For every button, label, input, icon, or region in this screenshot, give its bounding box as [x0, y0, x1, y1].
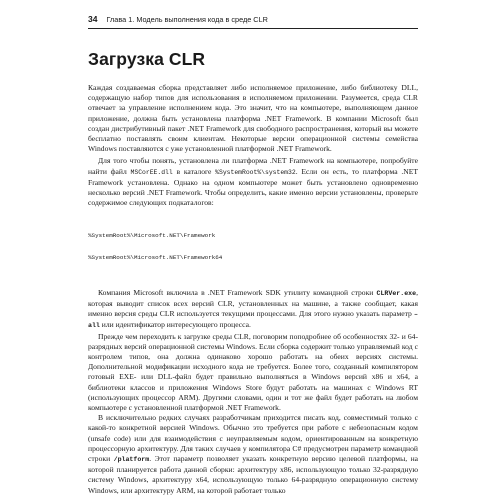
inline-code: –all	[88, 311, 418, 330]
paragraph-5-text-2: . Этот параметр позволяет указать конкретную версию целевой платформы, на которой планируется работа данной сборки: архитектуру x86, использующую только 32-разрядную систему Windows, архитектуру x64, использующую только 64-разрядную операционную систему Windows, или архитектуру ARM, на которой работает только	[88, 453, 419, 495]
section-title: Загрузка CLR	[88, 49, 206, 69]
paragraph-2	[88, 156, 418, 208]
code-line: %SystemRoot%\Microsoft.NET\Framework	[88, 232, 216, 240]
paragraph-2-text-1: Для того чтобы понять, установлена ли платформа .NET Framework на компьютере, попробуйте найти файл	[88, 156, 418, 176]
header-rule	[88, 28, 418, 29]
book-page	[88, 14, 418, 496]
paragraph-1: Каждая создаваемая сборка представляет либо исполняемое приложение, либо библиотеку DLL, содержащую набор типов для использования в исполняемом приложении. Разумеется, среда CLR отвечает за управление исполнением кода. Это значит, что на компьютере, выполняющем данное приложение, должна быть установлена платформа .NET Framework. В компании Microsoft был создан дистрибутивный пакет .NET Framework для свободного распространения, который вы можете бесплатно поставлять своим клиентам. Некоторые версии операционной системы семейства Windows поставляются с уже установленной платформой .NET Framework.	[88, 83, 418, 154]
inline-code: MSCorEE.dll	[130, 168, 173, 176]
page-number: 34	[88, 14, 98, 24]
paragraph-5-text-1: В исключительно редких случаях разработчикам приходится писать код, совместимый только с какой-то конкретной версией Windows. Обычно это требуется при работе с небезопасным кодом (unsafe code) или для взаимодействия с неуправляемым кодом, ориентированным на конкретную процессорную архитектуру. Для таких случаев у компилятора C# предусмотрен параметр командной строки	[88, 413, 418, 463]
paragraph-3-text-2: , которая выводит список всех версий CLR, установленных на машине, а также сообщает, какая именно версия среды CLR используется текущими процессами. Для этого нужно указать параметр	[88, 287, 418, 319]
paragraph-3-text-1: Компания Microsoft включила в .NET Framework SDK утилиту командной строки	[98, 287, 377, 297]
chapter-title: Глава 1. Модель выполнения кода в среде CLR	[106, 15, 268, 24]
running-header	[88, 14, 418, 25]
paragraph-3	[88, 288, 418, 332]
paragraph-5	[88, 413, 418, 496]
paragraph-3-text-3: или идентификатор интересующего процесса.	[99, 320, 251, 330]
paragraph-2-text-3: . Если он есть, то платформа .NET Framework установлена. Однако на одном компьютере может быть установлено одновременно несколько версий .NET Framework. Чтобы определить, какие именно версии установлены, проверьте содержимое следующих подкаталогов:	[88, 166, 418, 208]
inline-code: %SystemRoot%\system32	[215, 168, 296, 176]
body-text	[88, 83, 418, 496]
code-block	[88, 217, 418, 276]
paragraph-4: Прежде чем переходить к загрузке среды CLR, поговорим поподробнее об особенностях 32- и 64-разрядных версий операционной системы Windows. Если сборка содержит только управляемый код с контролем типов, она должна одинаково хорошо работать на обеих версиях системы. Дополнительной модификации исходного кода не требуется. Более того, созданный компилятором готовый EXE- или DLL-файл будет правильно выполняться в Windows версий x86 и x64, а библиотеки классов и приложения Windows Store будут работать на машинах с Windows RT (использующих процессор ARM). Другими словами, один и тот же файл будет работать на любом компьютере с установленной платформой .NET Framework.	[88, 331, 418, 412]
paragraph-2-text-2: в каталоге	[172, 166, 216, 176]
inline-code: CLRVer.exe	[376, 289, 417, 297]
code-line: %SystemRoot%\Microsoft.NET\Framework64	[88, 254, 223, 262]
inline-code: /platform	[113, 455, 150, 463]
